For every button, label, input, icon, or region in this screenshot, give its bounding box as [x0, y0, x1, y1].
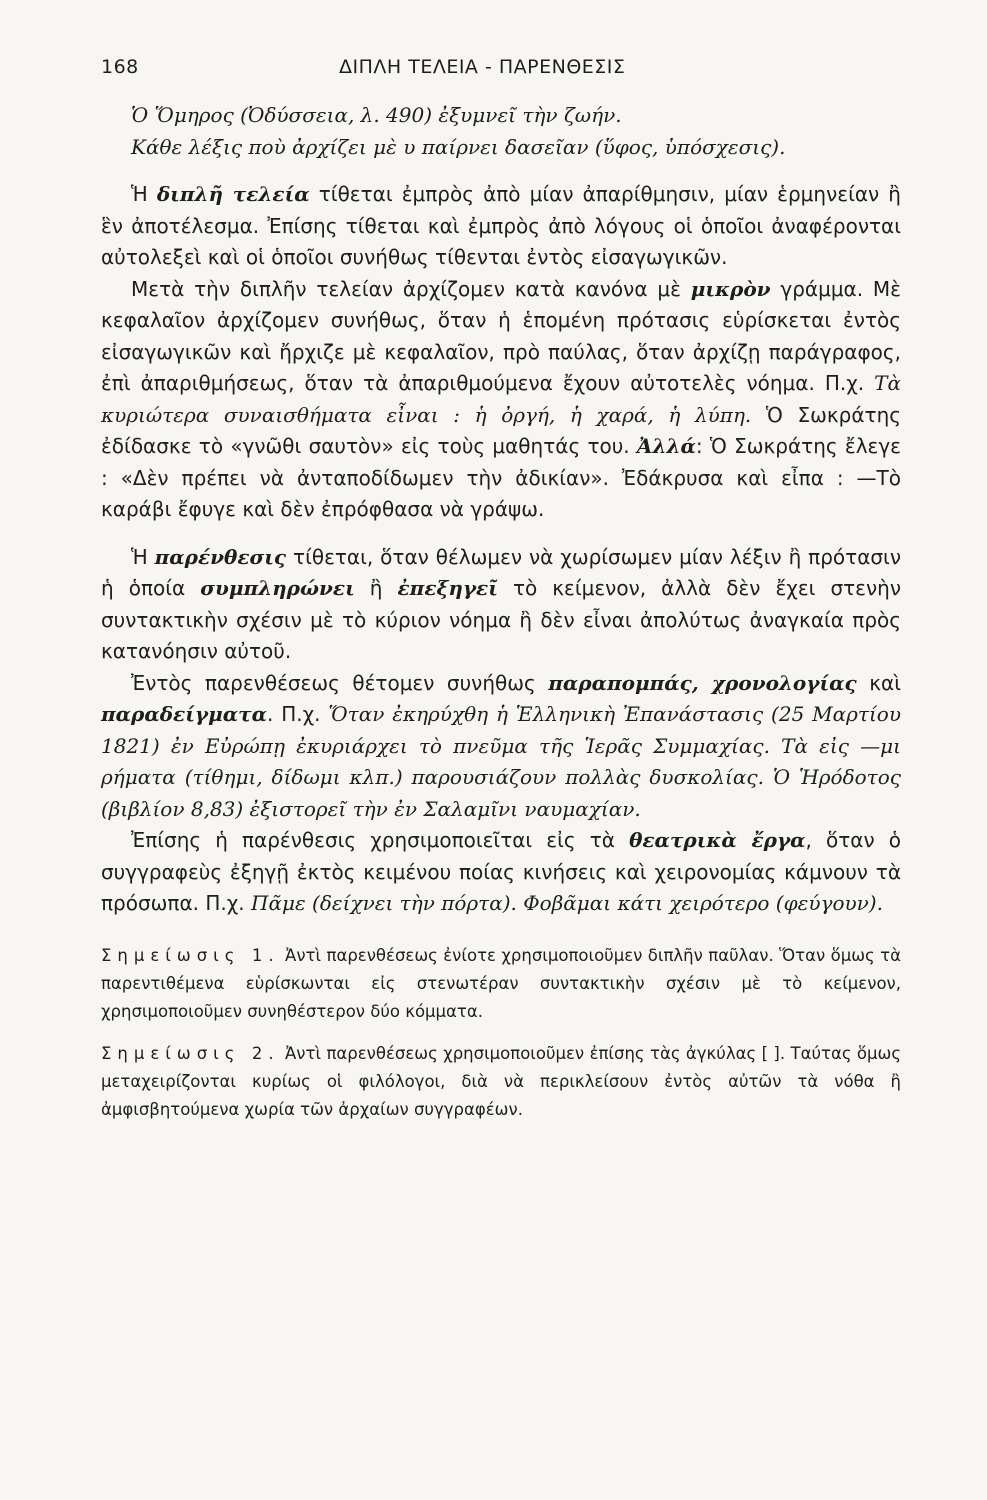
note-1	[101, 942, 901, 1026]
text-span: Μετὰ τὴν διπλῆν τελείαν ἀρχίζομεν κατὰ κανόνα μὲ	[131, 276, 691, 301]
book-page	[101, 48, 901, 1124]
text-span: Ἐντὸς παρενθέσεως θέτομεν συνήθως	[131, 670, 549, 695]
running-title: ΔΙΠΛΗ ΤΕΛΕΙΑ - ΠΑΡΕΝΘΕΣΙΣ	[339, 56, 626, 78]
intro-example-2: Κάθε λέξις ποὺ ἀρχίζει μὲ υ παίρνει δασεῖαν (ὕφος, ὑπόσχεσις).	[131, 134, 786, 159]
text-span: Ἡ	[131, 182, 157, 206]
note-heading: Σημείωσις 2.	[101, 1043, 280, 1063]
term-theatre: θεατρικὰ ἔργα	[629, 828, 806, 852]
colon-paragraph-2	[101, 274, 901, 526]
text-span: τὸ κείμενον, ἀλλὰ δὲν ἔχει στενὴν συντακτικὴν σχέσιν μὲ τὸ κύριον νόημα ἢ δὲν εἶναι ἀπολύτως ἀναγκαία πρὸς κατανόησιν αὐτοῦ.	[101, 576, 901, 663]
text-span: . Π.χ.	[266, 702, 329, 726]
example-text: Τὰ κυριώτερα συναισθήματα εἶναι : ἡ ὀργή, ἡ χαρά, ἡ λύπη.	[101, 371, 901, 427]
term-examples: παραδείγματα	[101, 702, 267, 726]
parenthesis-paragraph-3	[101, 825, 901, 920]
note-heading: Σημείωσις 1.	[101, 945, 280, 965]
page-number: 168	[101, 56, 139, 78]
term-references: παραπομπάς, χρονολογίας	[548, 670, 857, 695]
term-completes: συμπληρώνει	[200, 576, 355, 600]
parenthesis-paragraph-1	[101, 542, 901, 668]
text-span: , ὅταν ὁ συγγραφεὺς ἐξηγῇ ἐκτὸς κειμένου ποίας κινήσεις καὶ χειρονομίας κάμνουν τὰ πρόσωπα. Π.χ.	[101, 828, 901, 915]
notes-section	[101, 942, 901, 1124]
example-label: Ἀλλά	[636, 434, 696, 458]
term-parenthesis: παρένθεσις	[154, 544, 287, 569]
example-text: Ὅταν ἐκηρύχθη ἡ Ἑλληνικὴ Ἐπανάστασις (25 Μαρτίου 1821) ἐν Εὐρώπῃ ἐκυριάρχει τὸ πνεῦμα τῆς Ἱερᾶς Συμμαχίας. Τὰ εἰς —μι ρήματα (τίθημι, δίδωμι κλπ.) παρουσιάζουν πολλὰς δυσκολίας. Ὁ Ἡρόδοτος (βιβλίον 8,83) ἐξιστορεῖ τὴν ἐν Σαλαμῖνι ναυμαχίαν.	[101, 702, 901, 821]
text-span: : Ὁ Σωκράτης ἔλεγε : «Δὲν πρέπει νὰ ἀνταποδίδωμεν τὴν ἀδικίαν». Ἐδάκρυσα καὶ εἶπα : —Τὸ καράβι ἔφυγε καὶ δὲν ἐπρόφθασα νὰ γράψω.	[101, 434, 901, 521]
term-small-letter: μικρὸν	[690, 276, 771, 301]
text-span: καὶ	[856, 670, 901, 695]
note-text: Ἀντὶ παρενθέσεως χρησιμοποιοῦμεν ἐπίσης τὰς ἀγκύλας [ ]. Ταύτας ὅμως μεταχειρίζονται κυρίως οἱ φιλόλογοι, διὰ νὰ περικλείσουν ἐντὸς αὐτῶν τὰ νόθα ἢ ἀμφισβητούμενα χωρία τῶν ἀρχαίων συγγραφέων.	[101, 1043, 902, 1119]
term-explains: ἐπεξηγεῖ	[397, 576, 498, 600]
note-2	[101, 1040, 901, 1124]
parenthesis-paragraph-2	[101, 668, 901, 826]
term-colon: διπλῆ τελεία	[156, 182, 310, 206]
colon-paragraph-1	[101, 179, 901, 274]
running-header	[101, 48, 901, 88]
text-span: Ἡ	[131, 544, 155, 569]
text-span: Ἐπίσης ἡ παρένθεσις χρησιμοποιεῖται εἰς τὰ	[131, 828, 630, 852]
text-span: ἢ	[354, 576, 398, 600]
text-span: τίθεται ἐμπρὸς ἀπὸ μίαν ἀπαρίθμησιν, μίαν ἑρμηνείαν ἢ ἓν ἀποτέλεσμα. Ἐπίσης τίθεται καὶ ἐμπρὸς ἀπὸ λόγους οἱ ὁποῖοι ἀναφέρονται αὐτολεξεὶ καὶ οἱ ὁποῖοι συνήθως τίθενται ἐντὸς εἰσαγωγικῶν.	[101, 182, 901, 269]
text-span: τίθεται, ὅταν θέλωμεν νὰ χωρίσωμεν μίαν λέξιν ἢ πρότασιν ἡ ὁποία	[101, 544, 901, 600]
intro-example-1: Ὁ Ὅμηρος (Ὀδύσσεια, λ. 490) ἐξυμνεῖ τὴν ζωήν.	[131, 103, 622, 127]
text-span: γράμμα. Μὲ κεφαλαῖον ἀρχίζομεν συνήθως, ὅταν ἡ ἑπομένη πρότασις εὑρίσκεται ἐντὸς εἰσαγωγικῶν καὶ ἤρχιζε μὲ κεφαλαῖον, πρὸ παύλας, ὅταν ἀρχίζῃ παράγραφος, ἐπὶ ἀπαριθμήσεως, ὅταν τὰ ἀπαριθμούμενα ἔχουν αὐτοτελὲς νόημα. Π.χ.	[101, 276, 901, 395]
note-text: Ἀντὶ παρενθέσεως ἐνίοτε χρησιμοποιοῦμεν διπλῆν παῦλαν. Ὅταν ὅμως τὰ παρεντιθέμενα εὑρίσκωνται εἰς στενωτέραν συντακτικὴν σχέσιν μὲ τὸ κείμενον, χρησιμοποιοῦμεν συνηθέστερον δύο κόμματα.	[101, 945, 901, 1021]
example-text: Πᾶμε (δείχνει τὴν πόρτα). Φοβᾶμαι κάτι χειρότερο (φεύγουν).	[251, 891, 883, 915]
text-span: Ὁ Σωκράτης ἐδίδασκε τὸ «γνῶθι σαυτὸν» εἰς τοὺς μαθητάς του.	[101, 402, 902, 458]
